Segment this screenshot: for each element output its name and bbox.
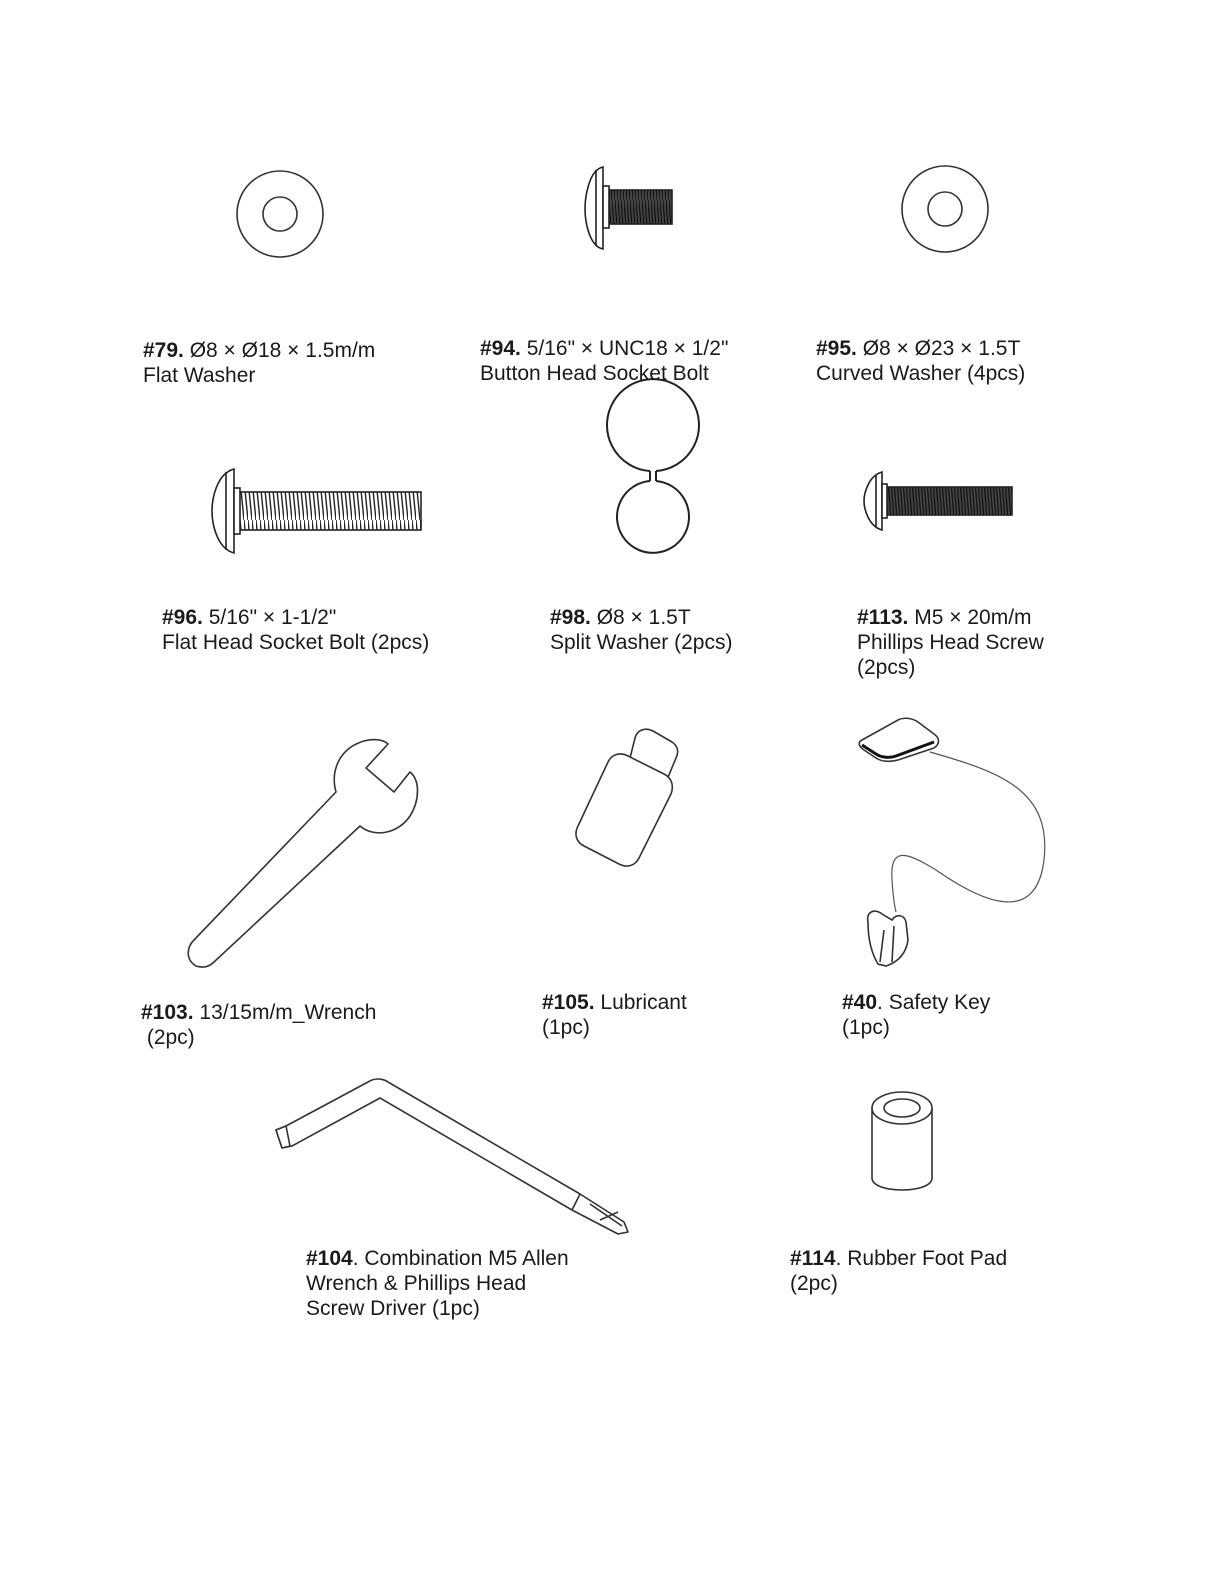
part-spec: Ø8 × Ø18 × 1.5m/m [183, 339, 376, 362]
wrench-icon [188, 740, 417, 968]
part-spec: 13/15m/m_Wrench [193, 1001, 377, 1024]
part-description: Flat Washer [143, 364, 256, 387]
part-number: #105. [542, 991, 595, 1014]
curved-washer-icon [902, 166, 988, 252]
flat-head-bolt-icon [212, 469, 421, 553]
part-spec: . Safety Key [877, 991, 991, 1014]
part-number: #94. [480, 337, 521, 360]
part-number: #104 [306, 1247, 353, 1270]
part-quantity: (2pcs) [857, 656, 916, 679]
part-label-113 [857, 605, 1044, 680]
part-spec: 5/16" × 1-1/2" [202, 606, 337, 629]
part-label-98 [550, 605, 732, 655]
flat-washer-icon [237, 171, 323, 257]
safety-key-icon [859, 718, 1045, 966]
part-number: #98. [550, 606, 591, 629]
part-quantity: (2pc) [141, 1026, 195, 1049]
part-label-114 [790, 1246, 1007, 1296]
part-label-105 [542, 990, 687, 1040]
part-label-40 [842, 990, 990, 1040]
allen-wrench-screwdriver-icon [276, 1079, 628, 1234]
part-label-96 [162, 605, 429, 655]
part-spec: Ø8 × 1.5T [590, 606, 691, 629]
part-number: #95. [816, 337, 857, 360]
rubber-foot-pad-icon [872, 1092, 932, 1190]
split-washer-icon [607, 379, 699, 553]
part-quantity: (2pc) [790, 1272, 838, 1295]
part-number: #40 [842, 991, 878, 1014]
part-number: #114 [790, 1247, 836, 1270]
part-quantity: (1pc) [542, 1016, 590, 1039]
part-spec: M5 × 20m/m [908, 606, 1032, 629]
part-number: #96. [162, 606, 203, 629]
part-description: Screw Driver (1pc) [306, 1297, 480, 1320]
part-description: Button Head Socket Bolt [480, 362, 709, 385]
part-description: Wrench & Phillips Head [306, 1272, 527, 1295]
part-label-94 [480, 336, 728, 386]
part-spec: 5/16" × UNC18 × 1/2" [520, 337, 729, 360]
part-number: #79. [143, 339, 184, 362]
button-head-bolt-icon [585, 167, 672, 249]
part-description: Split Washer (2pcs) [550, 631, 733, 654]
part-spec: Lubricant [594, 991, 687, 1014]
part-description: Curved Washer (4pcs) [816, 362, 1026, 385]
phillips-screw-icon [864, 472, 1012, 530]
part-number: #113. [857, 606, 909, 629]
part-spec: . Combination M5 Allen [352, 1247, 569, 1270]
part-label-79 [143, 338, 375, 388]
part-description: Flat Head Socket Bolt (2pcs) [162, 631, 430, 654]
part-spec: Ø8 × Ø23 × 1.5T [856, 337, 1021, 360]
part-description: Phillips Head Screw [857, 631, 1044, 654]
part-label-95 [816, 336, 1025, 386]
part-quantity: (1pc) [842, 1016, 890, 1039]
part-number: #103. [141, 1001, 194, 1024]
part-spec: . Rubber Foot Pad [835, 1247, 1008, 1270]
part-label-104 [306, 1246, 569, 1321]
lubricant-icon [576, 729, 678, 866]
part-label-103 [141, 1000, 376, 1050]
